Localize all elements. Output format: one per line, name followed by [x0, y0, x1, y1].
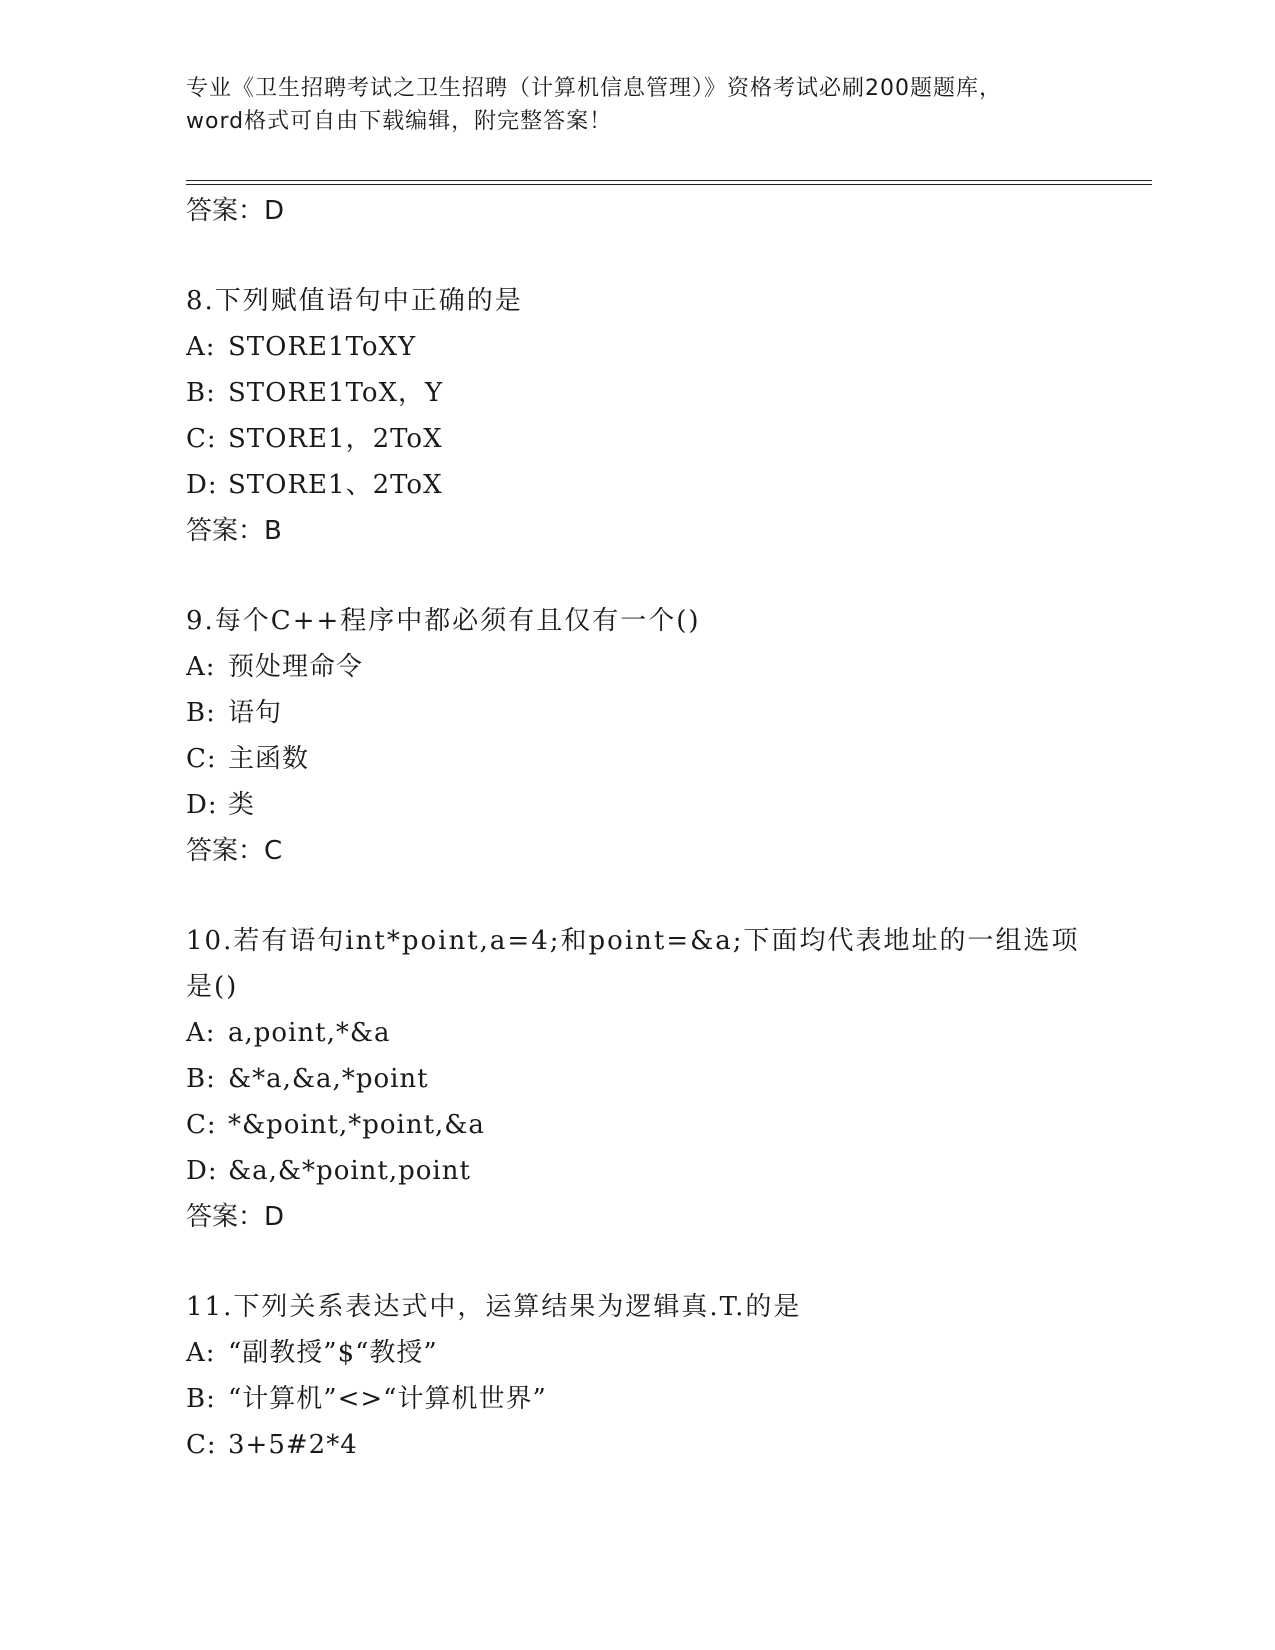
option-key: A:	[186, 1018, 216, 1048]
option-value: *&point,*point,&a	[228, 1110, 485, 1140]
option-c	[186, 736, 1086, 782]
option-value: 主函数	[228, 744, 310, 774]
option-key: C:	[186, 1430, 217, 1460]
option-key: D:	[186, 1156, 218, 1186]
option-value: STORE1、2ToX	[228, 470, 443, 500]
document-header	[186, 72, 1086, 138]
option-value: 类	[228, 790, 256, 820]
option-value: STORE1，2ToX	[228, 424, 443, 454]
option-b	[186, 1056, 1086, 1102]
header-line-2: word格式可自由下载编辑，附完整答案！	[186, 109, 613, 134]
question-list	[186, 188, 1086, 1468]
question-text: 9.每个C++程序中都必须有且仅有一个()	[186, 606, 701, 636]
header-divider-top	[186, 180, 1152, 181]
question-text: 8.下列赋值语句中正确的是	[186, 286, 523, 316]
option-value: STORE1ToXY	[228, 332, 417, 362]
option-value: 语句	[228, 698, 283, 728]
option-b	[186, 370, 1086, 416]
question-9	[186, 598, 1086, 874]
option-d	[186, 462, 1086, 508]
option-c	[186, 416, 1086, 462]
option-value: &a,&*point,point	[228, 1156, 471, 1186]
option-c	[186, 1422, 1086, 1468]
option-key: D:	[186, 790, 218, 820]
option-key: B:	[186, 1384, 216, 1414]
answer-line: 答案：B	[186, 516, 282, 546]
option-key: D:	[186, 470, 218, 500]
header-line-1: 专业《卫生招聘考试之卫生招聘（计算机信息管理）》资格考试必刷200题题库，	[186, 76, 1002, 101]
question-11	[186, 1284, 1086, 1468]
option-key: A:	[186, 1338, 216, 1368]
option-value: 3+5#2*4	[228, 1430, 358, 1460]
answer-line: 答案：D	[186, 196, 285, 226]
option-value: “副教授”$“教授”	[228, 1338, 438, 1368]
option-value: 预处理命令	[228, 652, 364, 682]
option-b	[186, 1376, 1086, 1422]
option-a	[186, 1330, 1086, 1376]
question-10	[186, 918, 1086, 1240]
option-value: a,point,*&a	[228, 1018, 391, 1048]
option-value: STORE1ToX，Y	[228, 378, 444, 408]
option-key: C:	[186, 424, 217, 454]
option-a	[186, 324, 1086, 370]
option-value: “计算机”<>“计算机世界”	[228, 1384, 547, 1414]
option-a	[186, 644, 1086, 690]
option-key: B:	[186, 698, 216, 728]
option-c	[186, 1102, 1086, 1148]
option-key: A:	[186, 332, 216, 362]
option-key: C:	[186, 1110, 217, 1140]
question-8	[186, 278, 1086, 554]
option-key: B:	[186, 1064, 216, 1094]
answer-line: 答案：C	[186, 836, 283, 866]
option-a	[186, 1010, 1086, 1056]
option-d	[186, 782, 1086, 828]
question-text: 10.若有语句int*point,a=4;和point=&a;下面均代表地址的一组选项是()	[186, 926, 1080, 1002]
option-value: &*a,&a,*point	[228, 1064, 429, 1094]
option-d	[186, 1148, 1086, 1194]
question-text: 11.下列关系表达式中，运算结果为逻辑真.T.的是	[186, 1292, 802, 1322]
option-b	[186, 690, 1086, 736]
option-key: B:	[186, 378, 216, 408]
option-key: A:	[186, 652, 216, 682]
header-divider-bottom	[186, 184, 1152, 185]
answer-line: 答案：D	[186, 1202, 285, 1232]
option-key: C:	[186, 744, 217, 774]
